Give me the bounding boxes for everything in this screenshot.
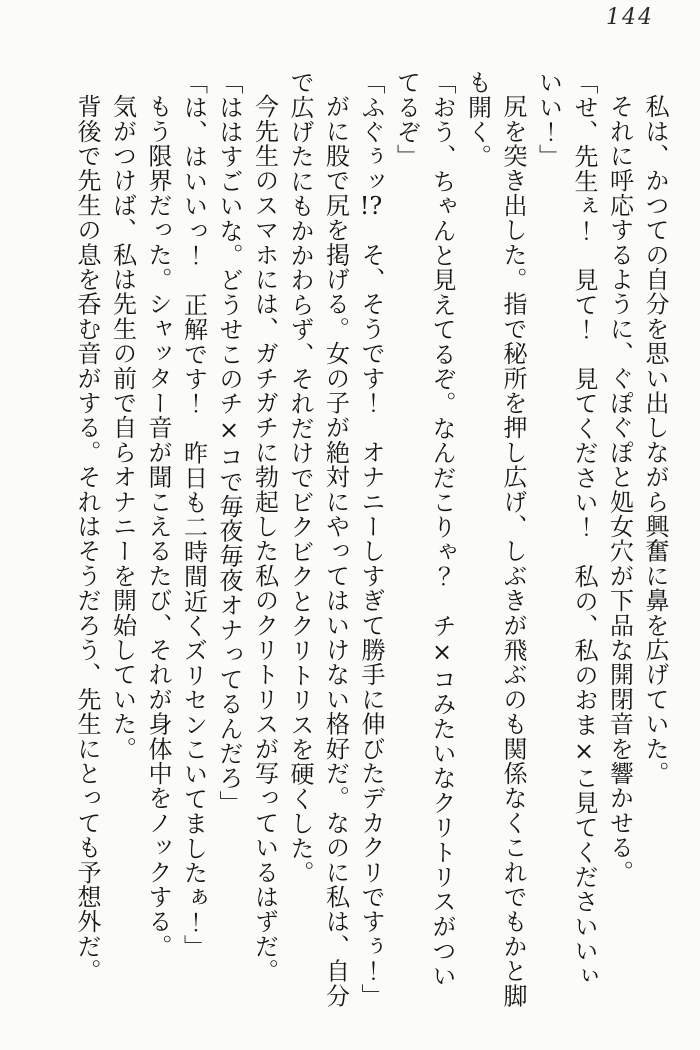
paragraph: 尻を突き出した。指で秘所を押し広げ、しぶきが飛ぶのも関係なくこれでもかと脚も開く。 — [463, 70, 527, 1008]
paragraph: 「おう、ちゃんと見えてるぞ。なんだこりゃ？ チ×コみたいなクリトリスがついてるぞ」 — [392, 70, 456, 988]
paragraph: もう限界だった。シャッター音が聞こえるたび、それが身体中をノックする。 — [144, 94, 172, 959]
paragraph: 気がつけば、私は先生の前で自らオナニーを開始していた。 — [108, 94, 137, 761]
paragraph: 「せ、先生ぇ！ 見て！ 見てください！ 私の、私のおま×こ見てくださいいぃいい！」 — [534, 70, 598, 988]
paragraph: 今先生のスマホには、ガチガチに勃起した私のクリトリスが写っているはずだ。 — [250, 94, 279, 984]
page-number: 144 — [606, 5, 654, 30]
tate-chu-yoko-exclamation: !? — [359, 193, 383, 218]
vertical-text-block — [69, 70, 673, 1011]
paragraph: 背後で先生の息を呑む音がする。それはそうだろう、先生にとっても予想外だ。 — [73, 94, 101, 984]
paragraph: 「ははすごいな。どうせこのチ×コで毎夜毎夜オナってるんだろ」 — [215, 70, 243, 815]
paragraph: 「ふぐぅッ!? そ、そうです！ オナニーしすぎて勝手に伸びたデカクリですぅ！」 — [357, 70, 385, 1008]
paragraph: 私は、かつての自分を思い出しながら興奮に鼻を広げていた。 — [641, 94, 669, 786]
paragraph: 「は、はいいっ！ 正解です！ 昨日も二時間近くズリセンこいてましたぁ！」 — [179, 70, 208, 960]
paragraph: それに呼応するように、ぐぽぐぽと処女穴が下品な開閉音を響かせる。 — [605, 94, 634, 885]
paragraph: がに股で尻を掲げる。女の子が絶対にやってはいけない格好だ。なのに私は、自分で広げたにもかかわらず、それだけでビクビクとクリトリスを硬くした。 — [286, 70, 350, 1008]
